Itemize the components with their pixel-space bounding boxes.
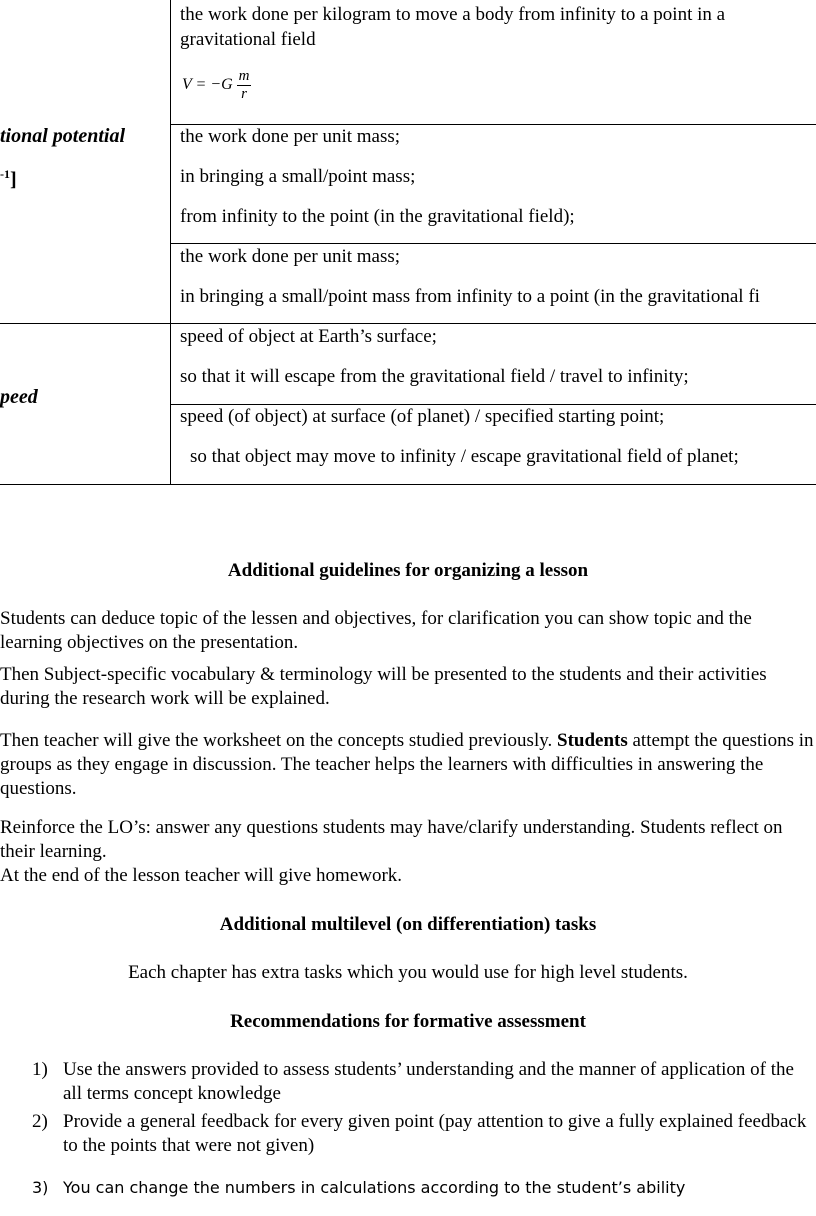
row-label-unit <box>0 162 17 192</box>
table-cell-text: the work done per unit mass; <box>180 246 401 267</box>
paragraph-text: Then teacher will give the worksheet on the concepts studied previously. <box>0 730 557 751</box>
multilevel-text: Each chapter has extra tasks which you would use for high level students. <box>128 962 688 983</box>
formative-heading: Recommendations for formative assessment <box>230 1011 586 1032</box>
unit-superscript: -1 <box>0 167 10 181</box>
list-item-number: 1) <box>32 1059 48 1080</box>
table-cell-text: speed of object at Earth’s surface; <box>180 326 437 347</box>
formula-numerator: m <box>238 68 250 84</box>
table-cell-text: in bringing a small/point mass from infinity to a point (in the gravitational fi <box>180 286 760 307</box>
guidelines-paragraph: Then Subject-specific vocabulary & terminology will be presented to the students and their activities during the research work will be explained. <box>0 664 767 709</box>
table-cell-text: speed (of object) at surface (of planet) / specified starting point; <box>180 406 665 427</box>
table-column-divider <box>170 0 171 484</box>
formula-fraction <box>237 68 252 103</box>
guidelines-paragraph: At the end of the lesson teacher will give homework. <box>0 865 403 886</box>
table-row-divider <box>170 243 816 244</box>
guidelines-heading: Additional guidelines for organizing a lesson <box>227 560 589 581</box>
table-cell-text: from infinity to the point (in the gravitational field); <box>180 206 575 227</box>
list-item-text: Provide a general feedback for every given point (pay attention to give a fully explained feedback to the points that were not given) <box>63 1111 807 1156</box>
guidelines-paragraph: Reinforce the LO’s: answer any questions students may have/clarify understanding. Students reflect on their learning. <box>0 817 783 862</box>
table-cell-text: so that object may move to infinity / escape gravitational field of planet; <box>190 446 739 467</box>
guidelines-paragraph: Students can deduce topic of the lessen and objectives, for clarification you can show topic and the learning objectives on the presentation. <box>0 608 752 653</box>
table-cell-text: in bringing a small/point mass; <box>180 166 416 187</box>
multilevel-heading: Additional multilevel (on differentiation) tasks <box>219 914 597 935</box>
unit-bracket: ] <box>10 168 17 191</box>
table-cell-text: the work done per unit mass; <box>180 126 401 147</box>
row-label: tional potential <box>0 125 126 147</box>
paragraph-bold-text: Students <box>557 730 628 751</box>
table-row-divider <box>0 484 816 485</box>
row-label: peed <box>0 386 38 408</box>
list-item-text: Use the answers provided to assess students’ understanding and the manner of application of the all terms concept knowledge <box>63 1059 794 1104</box>
table-cell-text: so that it will escape from the gravitational field / travel to infinity; <box>180 366 689 387</box>
table-cell-text: the work done per kilogram to move a body from infinity to a point in a <box>180 4 726 25</box>
table-row-divider <box>0 323 816 324</box>
table-cell-text: gravitational field <box>180 29 316 50</box>
list-item-text: You can change the numbers in calculations according to the student’s ability <box>63 1178 686 1197</box>
list-item-number: 3) <box>32 1178 49 1197</box>
guidelines-paragraph <box>0 729 816 801</box>
paragraph-text: attempt the questions in groups as they engage in discussion. The teacher helps the learners with difficulties in answering the questions. <box>0 730 814 799</box>
formula-denominator: r <box>241 86 247 102</box>
list-item-number: 2) <box>32 1111 48 1132</box>
formula-lhs: V = −G <box>182 76 233 94</box>
potential-formula <box>182 68 251 103</box>
